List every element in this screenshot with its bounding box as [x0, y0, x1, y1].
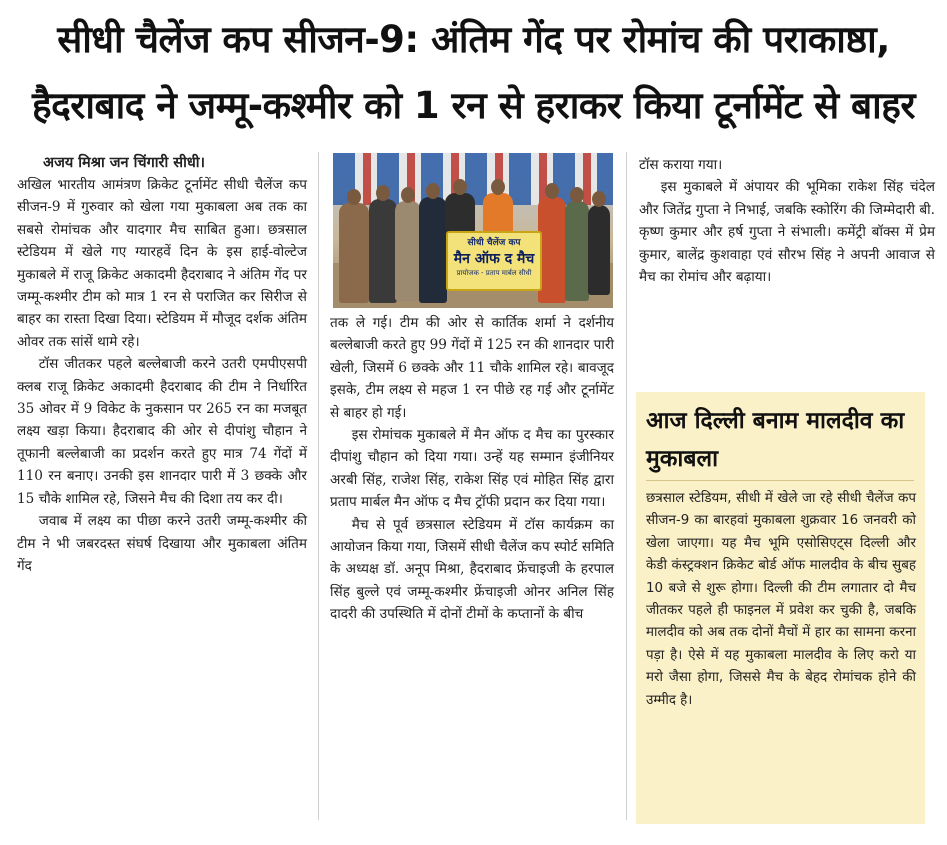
person-head [376, 185, 390, 201]
paragraph: मैच से पूर्व छत्रसाल स्टेडियम में टॉस कार्यक्रम का आयोजन किया गया, जिसमें सीधी चैलेंज कप स्पोर्ट समिति के अध्यक्ष डॉ. अनूप मिश्रा, हैदराबाद फ्रेंचाइजी के हरपाल सिंह बुल्ले एवं जम्मू-कश्मीर फ्रेंचाइजी ओनर अनिल सिंह दादरी की उपस्थिति में दोनों टीमों के कप्तानों के बीच [330, 516, 614, 623]
side-news-box [636, 392, 925, 824]
side-news-title: आज दिल्ली बनाम मालदीव का मुकाबला [646, 408, 905, 472]
person-head [401, 187, 415, 203]
person [445, 193, 475, 233]
column-divider [318, 152, 319, 820]
side-news-divider [646, 480, 914, 481]
paragraph: टॉस जीतकर पहले बल्लेबाजी करने उतरी एमपीएसपी क्लब राजू क्रिकेट अकादमी हैदराबाद की टीम ने निर्धारित 35 ओवर में 9 विकेट के नुकसान पर 265 रन का मजबूत लक्ष्य खड़ा किया। हैदराबाद की ओर से दीपांशु चौहान ने तूफानी बल्लेबाजी का प्रदर्शन करते हुए मात्र 74 गेंदों में 110 रन बनाए। उनकी इस शानदार पारी में 3 छक्के और 15 चौके शामिल रहे, जिसने मैच की दिशा तय कर दी। [17, 356, 307, 507]
person [369, 199, 397, 303]
person-head [491, 179, 505, 195]
person [395, 201, 421, 301]
banner-line-2: मैन ऑफ द मैच [453, 251, 535, 267]
article-column-1 [17, 152, 307, 577]
paragraph: तक ले गई। टीम की ओर से कार्तिक शर्मा ने दर्शनीय बल्लेबाजी करते हुए 99 गेंदों में 125 रन की शानदार पारी खेली, जिसमें 6 छक्के और 11 चौके शामिल रहे। बावजूद इसके, टीम लक्ष्य से महज 1 रन पीछे रह गई और टूर्नामेंट से बाहर हो गई। [330, 315, 614, 421]
person [339, 203, 369, 303]
paragraph: जवाब में लक्ष्य का पीछा करने उतरी जम्मू-कश्मीर की टीम ने भी जबरदस्त संघर्ष दिखाया और मुकाबला अंतिम गेंद [17, 513, 307, 574]
headline [0, 0, 947, 148]
paragraph: इस मुकाबले में अंपायर की भूमिका राकेश सिंह चंदेल और जितेंद्र गुप्ता ने निभाई, जबकि स्कोरिंग की जिम्मेदारी बी. कृष्ण कुमार और हर्ष गुप्ता ने संभाली। कमेंट्री बॉक्स में प्रेम कुमार, बालेंद्र कुशवाहा एवं सौरभ सिंह ने अपनी आवाज से मैच का रोमांच और बढ़ाया। [639, 179, 935, 286]
article-column-2 [330, 312, 614, 626]
award-photo [333, 153, 613, 308]
person [483, 193, 513, 233]
paragraph: अखिल भारतीय आमंत्रण क्रिकेट टूर्नामेंट सीधी चैलेंज कप सीजन-9 में गुरुवार को खेला गया मुकाबला अब तक का सबसे रोमांचक और यादगार मैच साबित हुआ। छत्रसाल स्टेडियम में खेले गए ग्यारहवें दिन के इस हाई-वोल्टेज मुकाबले में राजू क्रिकेट अकादमी हैदराबाद ने अंतिम गेंद पर जम्मू-कश्मीर टीम को मात्र 1 रन से पराजित कर सिरीज से बाहर का रास्ता दिखा दिया। स्टेडियम में मौजूद दर्शक अंतिम ओवर तक सांसें थामे रहे। [17, 177, 307, 350]
person-head [426, 183, 440, 199]
person-head [347, 189, 361, 205]
person [588, 205, 610, 295]
person [419, 197, 447, 303]
paragraph: टॉस कराया गया। [639, 157, 723, 173]
side-news-body: छत्रसाल स्टेडियम, सीधी में खेले जा रहे सीधी चैलेंज कप सीजन-9 का बारहवां मुकाबला शुक्रवार 16 जनवरी को खेला जाएगा। यह मैच भूमि एसोसिएट्स दिल्ली और केडी कंस्ट्रक्शन क्रिकेट बोर्ड ऑफ मालदीव के बीच सुबह 10 बजे से शुरू होगा। दिल्ली की टीम लगातार दो मैच जीतकर पहले ही फाइनल में प्रवेश कर चुकी है, जबकि मालदीव को अब तक दोनों मैचों में हार का सामना करना पड़ा है। ऐसे में यह मुकाबला मालदीव के लिए करो या मरो जैसा होगा, जिससे मैच के बेहद रोमांचक होने की उम्मीद है। [646, 491, 916, 708]
article-column-3 [639, 154, 935, 288]
person-head [570, 187, 584, 203]
person [538, 197, 566, 303]
byline: अजय मिश्रा जन चिंगारी सीधी। [43, 154, 205, 171]
banner-line-3: प्रायोजक - प्रताप मार्बल सीधी [456, 269, 532, 277]
person-head [453, 179, 467, 195]
person-head [545, 183, 559, 199]
paragraph: इस रोमांचक मुकाबले में मैन ऑफ द मैच का पुरस्कार दीपांशु चौहान को दिया गया। उन्हें यह सम्मान इंजीनियर अरबी सिंह, राजेश सिंह, राकेश सिंह एवं मोहित सिंह द्वारा प्रताप मार्बल मैन ऑफ द मैच ट्रॉफी प्रदान कर दिया गया। [330, 427, 614, 511]
person-head [592, 191, 606, 207]
column-divider [626, 152, 627, 820]
headline-line-2: हैदराबाद ने जम्मू-कश्मीर को 1 रन से हराकर किया टूर्नामेंट से बाहर [32, 84, 915, 127]
man-of-the-match-banner [446, 231, 542, 291]
headline-line-1: सीधी चैलेंज कप सीजन-9: अंतिम गेंद पर रोमांच की पराकाष्ठा, [57, 18, 890, 61]
banner-line-1: सीधी चैलेंज कप [467, 238, 521, 248]
person [565, 201, 589, 301]
